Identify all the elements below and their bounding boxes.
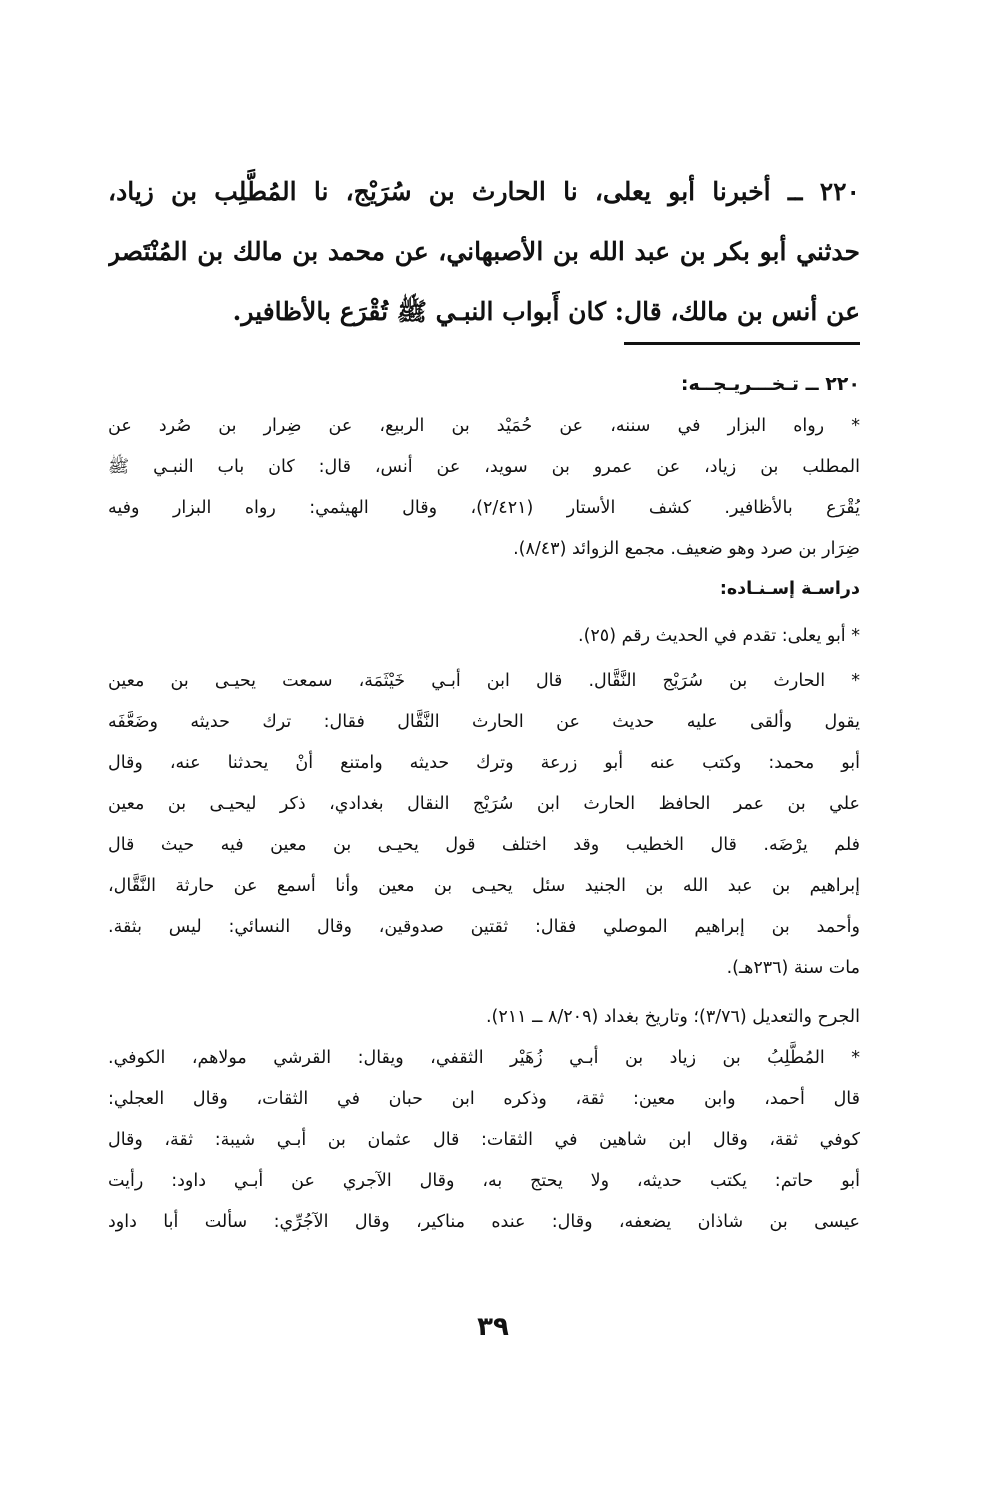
narrator-abu-yala: * أبو يعلى: تقدم في الحديث رقم (٢٥). <box>578 626 860 646</box>
hadith-line: عن أنس بن مالك، قال: كان أَبواب النبـي ﷺ تُقْرَع بالأظافير. <box>232 297 860 326</box>
muttalib-line: أبو حاتم: يكتب حديثه، ولا يحتج به، وقال الآجري عن أبـي داود: رأيت <box>108 1171 860 1191</box>
takhrij-line: * رواه البزار في سننه، عن حُمَيْد بن الربيع، عن ضِرار بن صُرد عن <box>108 416 860 436</box>
takhrij-paragraph <box>108 406 860 570</box>
hadith-line: ٢٢٠ ــ أخبرنا أبو يعلى، نا الحارث بن سُرَيْج، نا المُطَّلِب بن زياد، <box>108 177 860 206</box>
takhrij-line: يُقْرَع بالأظافير. كشف الأستار (٢/٤٢١)، وقال الهيثمي: رواه البزار وفيه <box>108 498 860 518</box>
harith-line: مات سنة (٢٣٦هـ). <box>726 958 860 978</box>
spacer <box>108 989 860 997</box>
harith-reference: الجرح والتعديل (٣/٧٦)؛ وتاريخ بغداد (٨/٢٠٩ ــ ٢١١). <box>485 1007 860 1027</box>
harith-line: فلم يرْضَه. قال الخطيب وقد اختلف قول يحيـى بن معين فيه حيث قال <box>108 835 860 855</box>
page-number: ٣٩ <box>477 1312 509 1342</box>
footnote-separator <box>624 342 860 345</box>
narrator-muttalib-paragraph <box>108 1038 860 1243</box>
hadith-main-text <box>108 162 860 342</box>
harith-line: علي بن عمر الحافظ الحارث ابن سُرَيْج النقال بغدادي، ذكر ليحيـى بن معين <box>108 794 860 814</box>
muttalib-line: كوفي ثقة، وقال ابن شاهين في الثقات: قال عثمان بن أبـي شيبة: ثقة، وقال <box>108 1130 860 1150</box>
muttalib-line: عيسى بن شاذان يضعفه، وقال: عنده مناكير، وقال الآجُرِّي: سألت أبا داود <box>108 1212 860 1232</box>
takhrij-heading: ٢٢٠ ــ تـخـــريـجــه: <box>680 373 860 395</box>
hadith-line: حدثني أبو بكر بن عبد الله بن الأصبهاني، عن محمد بن مالك بن المُنْتَصر <box>108 237 860 266</box>
spacer <box>108 608 860 616</box>
footnotes-section <box>108 362 860 1243</box>
muttalib-line: * المُطَّلِبُ بن زياد بن أبـي زُهَيْر الثقفي، ويقال: القرشي مولاهم، الكوفي. <box>108 1048 860 1068</box>
harith-line: إبراهيم بن عبد الله بن الجنيد سئل يحيـى بن معين وأنا أسمع عن حارثة النَّقَّال، <box>108 876 860 896</box>
isnad-heading: دراسـة إسـنـاده: <box>719 579 860 599</box>
narrator-harith-paragraph <box>108 661 860 989</box>
harith-line: يقول وألقى عليه حديث عن الحارث النَّقَّال فقال: ترك حديثه وضَعَّفَه <box>108 712 860 732</box>
takhrij-line: المطلب بن زياد، عن عمرو بن سويد، عن أنس، قال: كان باب النبـي ﷺ <box>108 457 860 477</box>
takhrij-line: ضِرَار بن صرد وهو ضعيف. مجمع الزوائد (٨/٤٣). <box>513 539 860 559</box>
harith-line: * الحارث بن سُرَيْج النَّقَّال. قال ابن أبـي خَيْثَمَة، سمعت يحيـى بن معين <box>108 671 860 691</box>
harith-line: أبو محمد: وكتب عنه أبو زرعة وترك حديثه وامتنع أنْ يحدثنا عنه، وقال <box>108 753 860 773</box>
harith-line: وأحمد بن إبراهيم الموصلي فقال: ثقتين صدوقين، وقال النسائي: ليس بثقة. <box>108 917 860 937</box>
muttalib-line: قال أحمد، وابن معين: ثقة، وذكره ابن حبان في الثقات، وقال العجلي: <box>108 1089 860 1109</box>
